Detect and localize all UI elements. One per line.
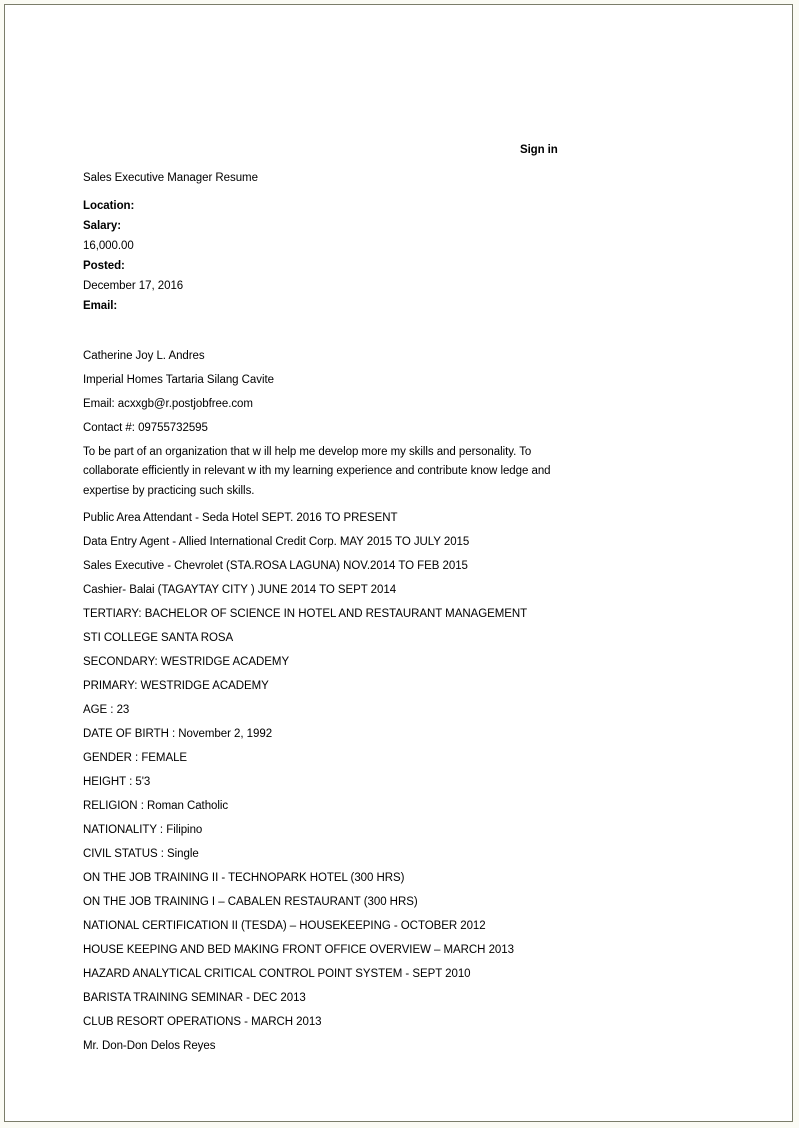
experience-item: Sales Executive - Chevrolet (STA.ROSA LAGUNA) NOV.2014 TO FEB 2015 [83, 560, 468, 573]
personal-item: GENDER : FEMALE [83, 752, 188, 765]
account-bar [5, 144, 792, 160]
posted-label: Posted: [83, 260, 125, 272]
candidate-email: Email: acxxgb@r.postjobfree.com [83, 398, 253, 410]
education-item: STI COLLEGE SANTA ROSA [83, 632, 234, 645]
experience-item: Public Area Attendant - Seda Hotel SEPT. 2016 TO PRESENT [83, 512, 398, 525]
training-item: ON THE JOB TRAINING I – CABALEN RESTAURANT (300 HRS) [83, 896, 418, 909]
resume-document [83, 172, 561, 1058]
reference-name: Mr. Don-Don Delos Reyes [83, 1040, 216, 1053]
experience-item: Data Entry Agent - Allied International Credit Corp. MAY 2015 TO JULY 2015 [83, 536, 470, 549]
candidate-contact: Contact #: 09755732595 [83, 422, 208, 434]
personal-item: CIVIL STATUS : Single [83, 848, 199, 861]
posting-meta [83, 196, 561, 316]
page-title: Sales Executive Manager Resume [83, 172, 258, 184]
experience-item: Cashier- Balai (TAGAYTAY CITY ) JUNE 2014 TO SEPT 2014 [83, 584, 397, 597]
training-item: ON THE JOB TRAINING II - TECHNOPARK HOTEL (300 HRS) [83, 872, 405, 885]
education-item: TERTIARY: BACHELOR OF SCIENCE IN HOTEL AND RESTAURANT MANAGEMENT [83, 608, 528, 621]
training-item: HOUSE KEEPING AND BED MAKING FRONT OFFICE OVERVIEW – MARCH 2013 [83, 944, 514, 957]
training-item: BARISTA TRAINING SEMINAR - DEC 2013 [83, 992, 306, 1005]
training-item: NATIONAL CERTIFICATION II (TESDA) – HOUSEKEEPING - OCTOBER 2012 [83, 920, 486, 933]
candidate-name: Catherine Joy L. Andres [83, 350, 205, 362]
personal-item: NATIONALITY : Filipino [83, 824, 203, 837]
document-page [4, 4, 793, 1122]
personal-item: DATE OF BIRTH : November 2, 1992 [83, 728, 273, 741]
training-item: CLUB RESORT OPERATIONS - MARCH 2013 [83, 1016, 322, 1029]
location-label: Location: [83, 200, 135, 212]
salary-value: 16,000.00 [83, 240, 134, 252]
salary-label: Salary: [83, 220, 122, 232]
personal-item: RELIGION : Roman Catholic [83, 800, 229, 813]
personal-item: HEIGHT : 5'3 [83, 776, 151, 789]
email-label: Email: [83, 300, 118, 312]
personal-item: AGE : 23 [83, 704, 130, 717]
education-item: PRIMARY: WESTRIDGE ACADEMY [83, 680, 269, 693]
education-item: SECONDARY: WESTRIDGE ACADEMY [83, 656, 290, 669]
page-content-area [5, 5, 792, 1121]
training-item: HAZARD ANALYTICAL CRITICAL CONTROL POINT SYSTEM - SEPT 2010 [83, 968, 471, 981]
sign-in-link[interactable]: Sign in [520, 144, 558, 156]
candidate-address: Imperial Homes Tartaria Silang Cavite [83, 374, 274, 386]
posted-value: December 17, 2016 [83, 280, 184, 292]
objective-paragraph: To be part of an organization that w ill help me develop more my skills and personality. To collaborate efficiently in relevant w ith my learning experience and contribute know ledge and expertise by practicing such skills. [83, 446, 551, 497]
resume-body [83, 344, 561, 1058]
